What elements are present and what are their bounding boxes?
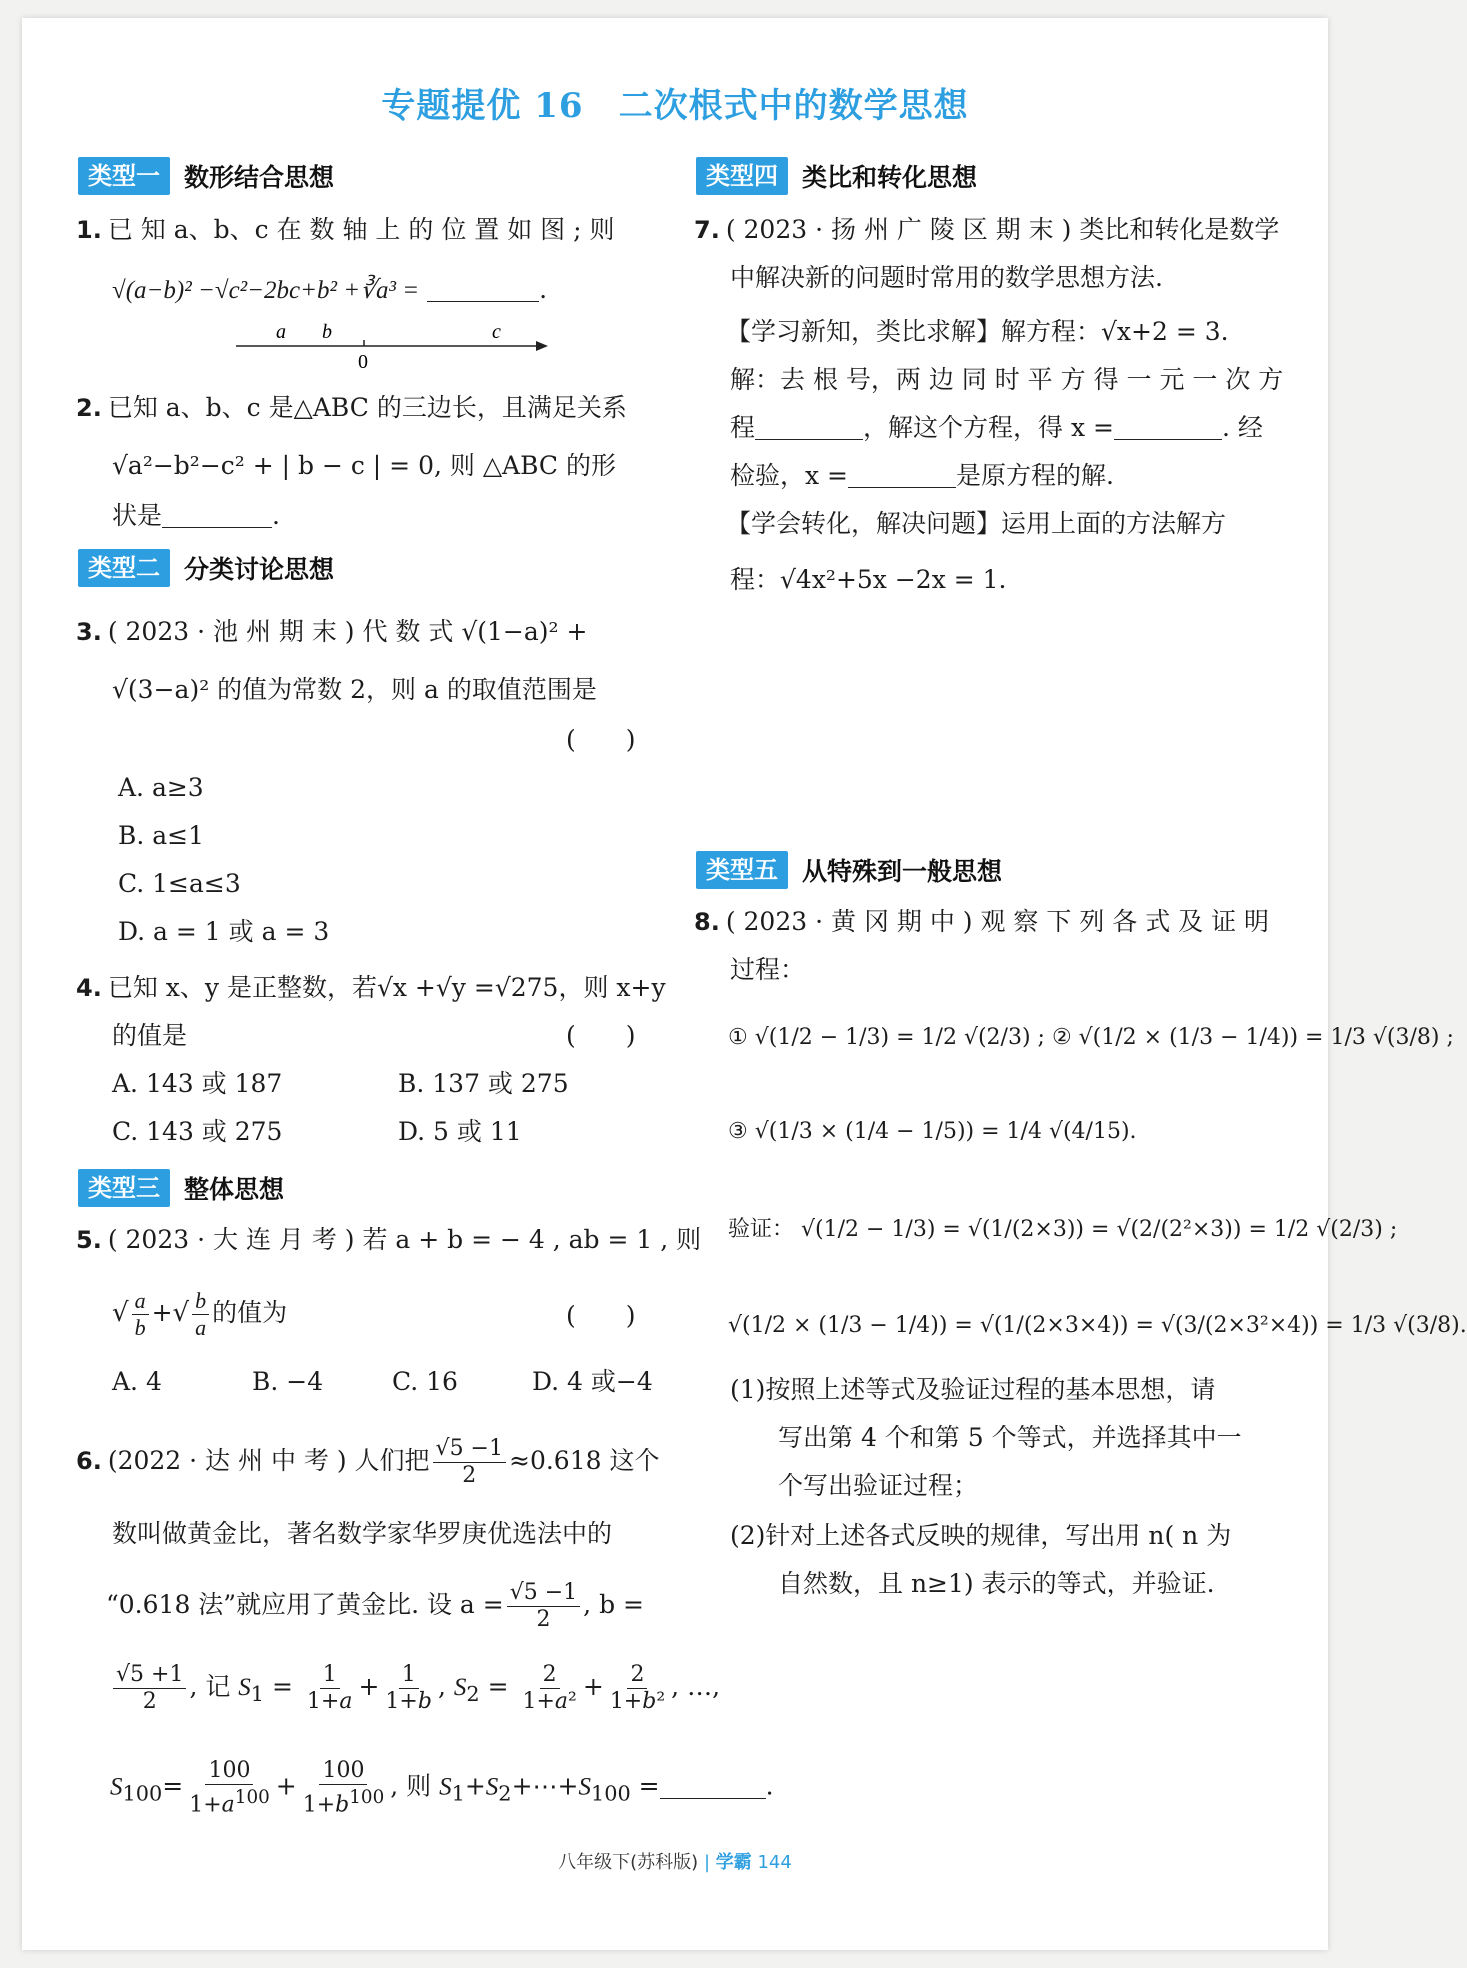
section-tag: 类型二	[78, 549, 170, 587]
q8-part1-b: 写出第 4 个和第 5 个等式，并选择其中一	[778, 1423, 1242, 1452]
section-tag: 类型三	[78, 1169, 170, 1207]
q4-option-a[interactable]: A. 143 或 187	[112, 1069, 283, 1098]
answer-paren[interactable]: ( )	[566, 1301, 636, 1330]
q5-option-a[interactable]: A. 4	[112, 1367, 162, 1396]
q3-option-c[interactable]: C. 1≤a≤3	[118, 869, 241, 898]
q3-option-b[interactable]: B. a≤1	[118, 821, 205, 850]
q5-line2: √ $\frac{a}{b}$ +√ $\frac{b}{a}$ 的值为	[112, 1288, 288, 1340]
q8-part1-c: 个写出验证过程；	[778, 1471, 979, 1500]
q4-option-b[interactable]: B. 137 或 275	[398, 1069, 569, 1098]
question-number: 7.	[694, 216, 720, 244]
q1-expression: √(a−b)² −√c²−2bc+b² +∛a³ = .	[112, 275, 548, 304]
answer-blank[interactable]	[162, 499, 272, 528]
section-header-4	[696, 156, 977, 196]
q3-option-d[interactable]: D. a = 1 或 a = 3	[118, 917, 330, 946]
section-title: 整体思想	[184, 1175, 285, 1204]
q8-part2-a: (2)针对上述各式反映的规律，写出用 n( n 为	[730, 1521, 1232, 1550]
q2-line3: 状是 .	[112, 501, 280, 530]
axis-label-c: c	[492, 321, 501, 343]
q8-part1-a: (1)按照上述等式及验证过程的基本思想，请	[730, 1375, 1216, 1404]
q7-line3: 【学习新知，类比求解】解方程：√x+2 = 3.	[726, 317, 1229, 346]
question-text: 的值为	[212, 1298, 288, 1327]
question-text: . 经	[1221, 413, 1263, 442]
question-text: 已 知 a、b、c 在 数 轴 上 的 位 置 如 图 ; 则	[107, 215, 615, 244]
q5-option-d[interactable]: D. 4 或−4	[532, 1367, 653, 1396]
question-number: 3.	[76, 618, 102, 646]
question-text: 已知 x、y 是正整数，若√x +√y =√275，则 x+y	[107, 973, 666, 1002]
answer-blank[interactable]	[427, 273, 539, 302]
section-header-2	[78, 548, 334, 588]
section-title: 数形结合思想	[184, 163, 335, 192]
q6-line3: “0.618 法”就应用了黄金比. 设 a = $\frac{√5 -1}{2}$ , b =	[106, 1580, 644, 1632]
question-number: 4.	[76, 974, 102, 1002]
q4-line1	[76, 968, 666, 1008]
q1-line1	[76, 210, 614, 250]
axis-label-zero: 0	[358, 351, 368, 373]
answer-blank[interactable]	[848, 459, 956, 488]
q4-option-c[interactable]: C. 143 或 275	[112, 1117, 283, 1146]
q2-line1	[76, 388, 627, 428]
page-number: 144	[757, 1852, 792, 1873]
question-text: 程	[730, 413, 756, 442]
q7-line5	[730, 408, 1263, 448]
question-number: 8.	[694, 908, 720, 936]
q3-line2: √(3−a)² 的值为常数 2，则 a 的取值范围是	[112, 675, 597, 704]
q6-line4: $\frac{√5 +1}{2}$ , 记 $S_1$ = $\frac{1}{1+a}$ + $\frac{1}{1+b}$ , $S_2$ = $\frac{2}{\text{1+a²}}$ + $\frac{2}{\text{1+b²}}$ , …,	[110, 1662, 720, 1715]
question-text: ( 2023 · 大 连 月 考 ) 若 a + b = − 4 , ab = 1 , 则	[107, 1225, 702, 1254]
math-expression: √(a−b)² −√c²−2bc+b² +∛a³ =	[112, 277, 420, 304]
q5-line1	[76, 1220, 701, 1260]
question-text: , b =	[583, 1590, 644, 1619]
answer-blank[interactable]	[755, 411, 863, 440]
q3-option-a[interactable]: A. a≥3	[118, 773, 204, 802]
question-text: 是原方程的解.	[956, 461, 1114, 490]
question-number: 6.	[76, 1447, 102, 1475]
page-footer: 八年级下(苏科版) | 学霸 144	[558, 1852, 792, 1873]
section-title: 分类讨论思想	[184, 555, 335, 584]
section-title: 类比和转化思想	[802, 163, 978, 192]
question-text: ( 2023 · 池 州 期 末 ) 代 数 式 √(1−a)² +	[107, 617, 588, 646]
answer-paren[interactable]: ( )	[566, 1021, 636, 1050]
q7-line8: 程：√4x²+5x −2x = 1.	[730, 565, 1007, 594]
q2-line2: √a²−b²−c² + | b − c | = 0, 则 △ABC 的形	[112, 451, 617, 480]
question-text: ( 2023 · 黄 冈 期 中 ) 观 察 下 列 各 式 及 证 明	[725, 907, 1270, 936]
question-text: “0.618 法”就应用了黄金比. 设 a =	[106, 1590, 504, 1619]
question-text: ≈0.618 这个	[509, 1446, 660, 1475]
q3-line1	[76, 612, 587, 652]
q8-line1	[694, 902, 1269, 942]
q4-option-d[interactable]: D. 5 或 11	[398, 1117, 522, 1146]
q6-line5: $S_{100}=$ $\frac{100}{1+a^{100}}$ + $\frac{100}{1+b^{100}}$ , 则 $S_1+S_2+\cdots+S_{100}$ = .	[110, 1758, 774, 1818]
footer-brand: 学霸	[715, 1852, 752, 1873]
q8-equations-2: ③ √(1/3 × (1/4 − 1/5)) = 1/4 √(4/15).	[728, 1119, 1137, 1144]
section-header-3	[78, 1168, 284, 1208]
q7-line4: 解：去 根 号，两 边 同 时 平 方 得 一 元 一 次 方	[730, 365, 1284, 394]
q7-line6	[730, 456, 1114, 496]
question-number: 5.	[76, 1226, 102, 1254]
footer-book: 八年级下(苏科版)	[558, 1852, 699, 1873]
q8-part2-b: 自然数，且 n≥1) 表示的等式，并验证.	[778, 1569, 1215, 1598]
section-header-1	[78, 156, 334, 196]
axis-label-b: b	[322, 321, 332, 343]
q5-options	[112, 1362, 653, 1402]
question-text: 状是	[112, 501, 163, 530]
section-header-5	[696, 850, 1002, 890]
question-text: (2022 · 达 州 中 考 ) 人们把	[107, 1446, 430, 1475]
number-line	[236, 322, 556, 372]
q8-line2: 过程：	[730, 955, 806, 984]
question-text: 检验，x =	[730, 461, 848, 490]
question-text: ，解这个方程，得 x =	[863, 413, 1114, 442]
question-text: 已知 a、b、c 是△ABC 的三边长，且满足关系	[107, 393, 627, 422]
q5-option-c[interactable]: C. 16	[392, 1367, 458, 1396]
section-title: 从特殊到一般思想	[802, 857, 1003, 886]
q8-verify-2: √(1/2 × (1/3 − 1/4)) = √(1/(2×3×4)) = √(3/(2×3²×4)) = 1/3 √(3/8).	[728, 1313, 1467, 1338]
q8-verify-1: 验证： √(1/2 − 1/3) = √(1/(2×3)) = √(2/(2²×3)) = 1/2 √(2/3) ;	[728, 1217, 1398, 1242]
q6-line1: 6. (2022 · 达 州 中 考 ) 人们把 $\frac{√5 -1}{2}$ ≈0.618 这个	[76, 1436, 660, 1488]
axis-label-a: a	[276, 321, 286, 343]
answer-blank[interactable]	[660, 1770, 766, 1799]
answer-blank[interactable]	[1114, 411, 1222, 440]
q8-equations-1: ① √(1/2 − 1/3) = 1/2 √(2/3) ; ② √(1/2 × (1/3 − 1/4)) = 1/3 √(3/8) ;	[728, 1025, 1454, 1050]
section-tag: 类型四	[696, 157, 788, 195]
page-title: 专题提优 16 二次根式中的数学思想	[381, 86, 969, 126]
section-tag: 类型一	[78, 157, 170, 195]
question-number: 2.	[76, 394, 102, 422]
question-text: ( 2023 · 扬 州 广 陵 区 期 末 ) 类比和转化是数学	[725, 215, 1280, 244]
q7-line1	[694, 210, 1279, 250]
q7-line2: 中解决新的问题时常用的数学思想方法.	[730, 263, 1163, 292]
q4-line2: 的值是	[112, 1021, 188, 1050]
q5-option-b[interactable]: B. −4	[252, 1367, 324, 1396]
q7-line7: 【学会转化，解决问题】运用上面的方法解方	[726, 509, 1227, 538]
section-tag: 类型五	[696, 851, 788, 889]
answer-paren[interactable]: ( )	[566, 725, 636, 754]
question-number: 1.	[76, 216, 102, 244]
q6-line2: 数叫做黄金比，著名数学家华罗庚优选法中的	[112, 1519, 613, 1548]
